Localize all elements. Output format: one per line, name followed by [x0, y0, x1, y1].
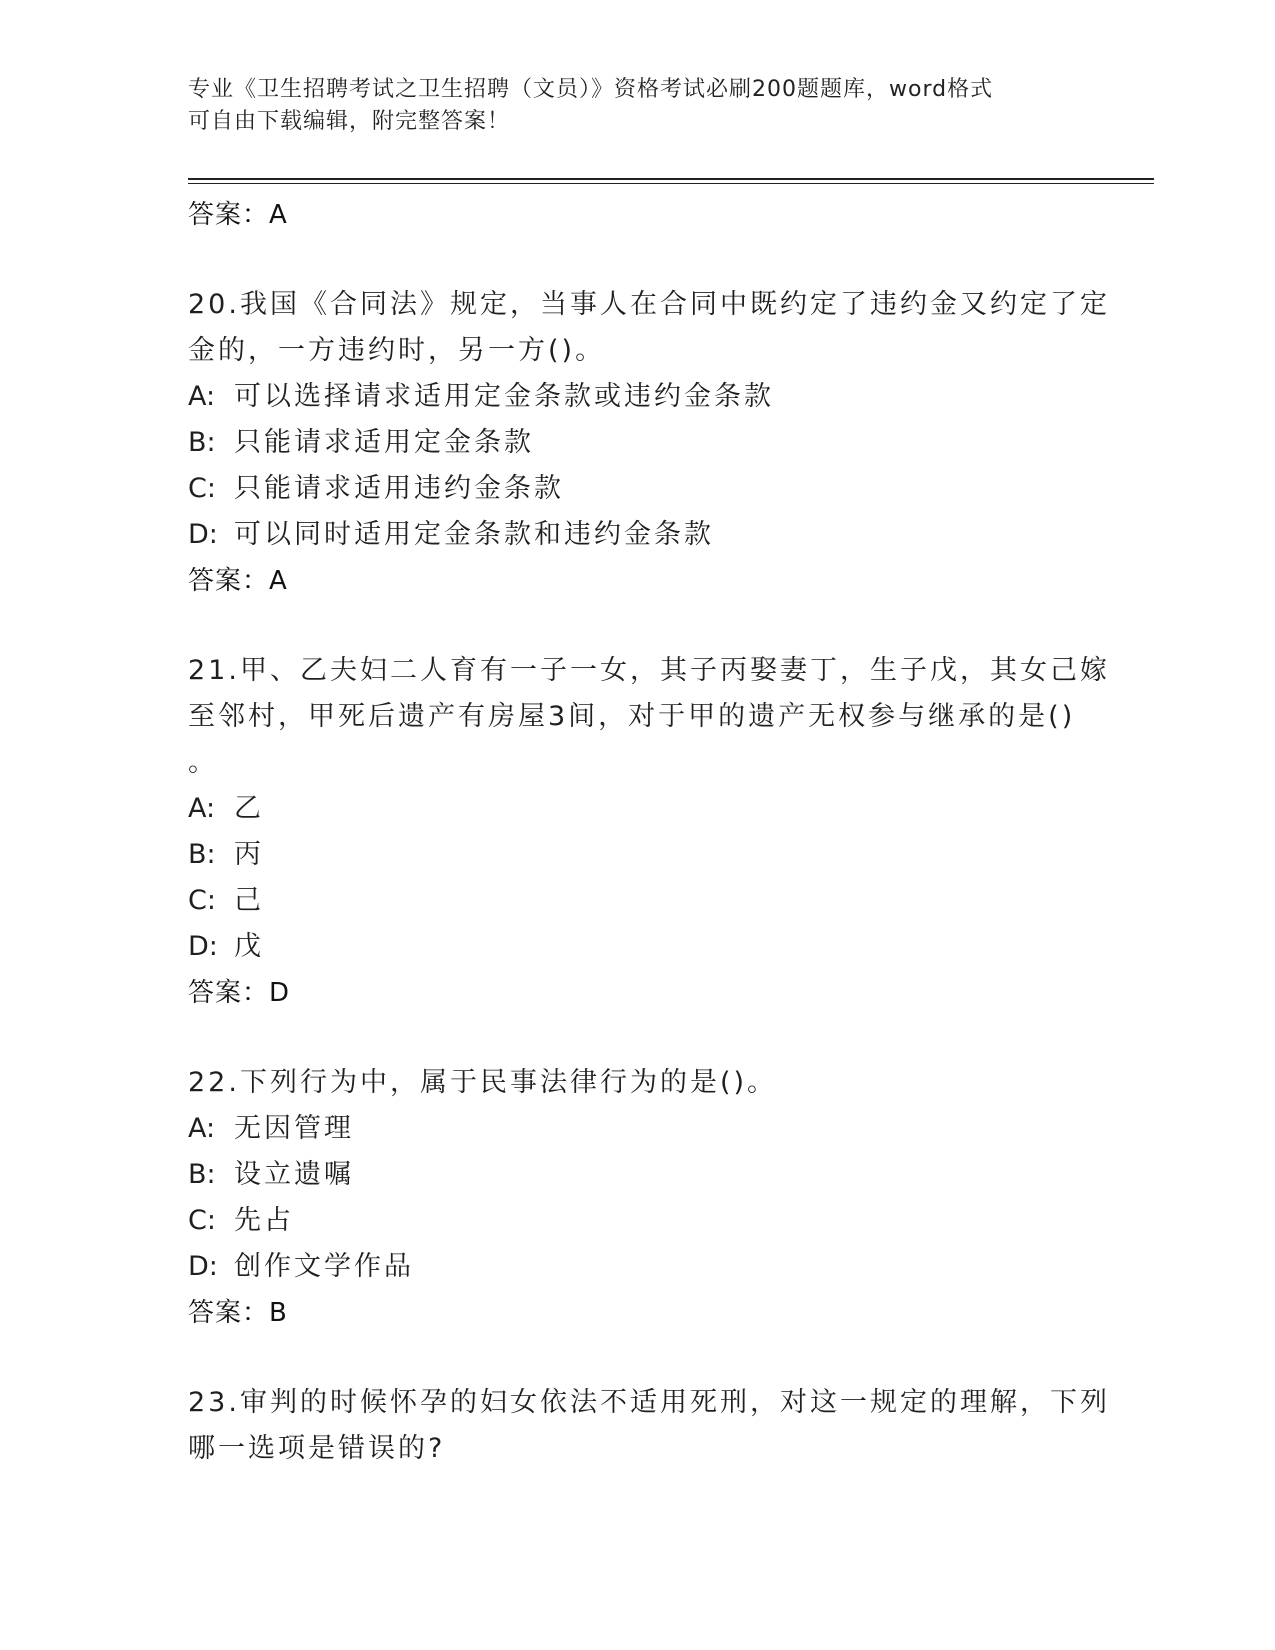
option-text: 设立遗嘱 — [234, 1159, 354, 1190]
option-b — [188, 1152, 1088, 1198]
option-key: D: — [188, 931, 218, 962]
question-20 — [188, 282, 1110, 604]
option-a — [188, 374, 1088, 420]
option-text: 可以同时适用定金条款和违约金条款 — [234, 519, 714, 550]
option-text: 可以选择请求适用定金条款或违约金条款 — [234, 381, 774, 412]
question-21 — [188, 648, 1110, 1016]
question-22 — [188, 1060, 1088, 1336]
header-rule-thick — [188, 178, 1154, 180]
option-d — [188, 924, 1088, 970]
option-text: 先占 — [234, 1205, 294, 1236]
option-key: A: — [188, 381, 216, 412]
question-text-line: 至邻村，甲死后遗产有房屋3间，对于甲的遗产无权参与继承的是() — [188, 701, 1076, 732]
option-b — [188, 420, 1088, 466]
answer-label: 答案：B — [188, 1298, 288, 1328]
question-text-line: 22.下列行为中，属于民事法律行为的是()。 — [188, 1067, 778, 1098]
question-text-line: 20.我国《合同法》规定，当事人在合同中既约定了违约金又约定了定 — [188, 289, 1110, 320]
answer-label: 答案：A — [188, 566, 288, 596]
question-23 — [188, 1380, 1110, 1472]
option-a — [188, 1106, 1088, 1152]
option-key: B: — [188, 427, 216, 458]
option-d — [188, 512, 1088, 558]
option-text: 无因管理 — [234, 1113, 354, 1144]
previous-answer: 答案：A — [188, 200, 288, 230]
option-text: 己 — [234, 885, 264, 916]
option-b — [188, 832, 1088, 878]
question-text-line: 。 — [188, 747, 218, 778]
option-text: 丙 — [234, 839, 264, 870]
option-text: 只能请求适用违约金条款 — [234, 473, 564, 504]
option-key: C: — [188, 473, 216, 504]
option-c — [188, 878, 1088, 924]
option-text: 只能请求适用定金条款 — [234, 427, 534, 458]
answer-label: 答案：D — [188, 978, 291, 1008]
document-header — [188, 74, 1088, 138]
option-key: D: — [188, 519, 218, 550]
option-key: C: — [188, 885, 216, 916]
option-key: B: — [188, 1159, 216, 1190]
option-key: C: — [188, 1205, 216, 1236]
option-c — [188, 1198, 1088, 1244]
option-d — [188, 1244, 1088, 1290]
option-text: 乙 — [234, 793, 264, 824]
question-text-line: 21.甲、乙夫妇二人育有一子一女，其子丙娶妻丁，生子戊，其女己嫁 — [188, 655, 1110, 686]
option-key: A: — [188, 1113, 216, 1144]
option-key: B: — [188, 839, 216, 870]
header-line-1: 专业《卫生招聘考试之卫生招聘（文员）》资格考试必刷200题题库，word格式 — [188, 77, 994, 102]
question-list — [188, 192, 1110, 1472]
option-a — [188, 786, 1088, 832]
option-key: A: — [188, 793, 216, 824]
header-rule-thin — [188, 183, 1154, 184]
option-c — [188, 466, 1088, 512]
question-text-line: 23.审判的时候怀孕的妇女依法不适用死刑，对这一规定的理解，下列 — [188, 1387, 1110, 1418]
option-text: 创作文学作品 — [234, 1251, 414, 1282]
header-line-2: 可自由下载编辑，附完整答案！ — [188, 109, 511, 134]
option-text: 戊 — [234, 931, 264, 962]
question-text-line: 哪一选项是错误的? — [188, 1433, 446, 1464]
question-text-line: 金的，一方违约时，另一方()。 — [188, 335, 606, 366]
option-key: D: — [188, 1251, 218, 1282]
